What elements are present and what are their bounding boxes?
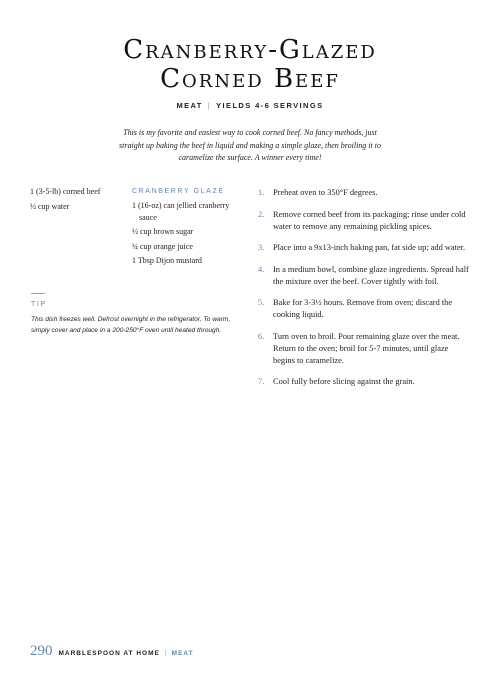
step-number: 4.	[258, 264, 265, 274]
section-name: MEAT	[171, 650, 194, 657]
footer-separator: |	[164, 650, 167, 657]
recipe-title-line-1: Cranberry-Glazed	[123, 35, 377, 65]
step-item	[258, 264, 470, 288]
step-number: 3.	[258, 243, 265, 252]
recipe-category: MEAT	[176, 101, 203, 110]
step-number: 5.	[258, 298, 265, 307]
step-number: 7.	[258, 377, 265, 386]
recipe-yield: YIELDS 4-6 SERVINGS	[216, 101, 324, 110]
ingredient-item: ½ cup water	[30, 202, 70, 211]
ingredient-item: 1 (3-5-lb) corned beef	[30, 187, 101, 196]
ingredient-item: ½ cup brown sugar	[132, 227, 194, 236]
ingredient-item: ¼ cup orange juice	[132, 241, 193, 251]
step-text: In a medium bowl, combine glaze ingredients. Spread half the mixture over the beef. Cover tightly with foil.	[273, 264, 469, 286]
tip-divider	[31, 293, 45, 294]
step-item	[258, 376, 470, 388]
ingredient-list-glaze	[132, 200, 244, 270]
glaze-heading: CRANBERRY GLAZE	[132, 188, 225, 195]
step-text: Preheat oven to 350°F degrees.	[273, 188, 378, 197]
ingredient-item: 1 (16-oz) can jellied cranberry sauce	[132, 201, 230, 222]
step-item	[258, 331, 470, 367]
step-number: 6.	[258, 331, 265, 341]
step-item	[258, 297, 470, 321]
ingredient-list-main	[30, 186, 130, 216]
tip-text: This dish freezes well. Defrost overnight in the refrigerator. To warm, simply cover and place in a 200-250°F oven until heated through.	[31, 316, 231, 334]
step-number: 1.	[258, 188, 265, 197]
instruction-steps	[258, 187, 470, 398]
step-text: Remove corned beef from its packaging; rinse under cold water to remove any remaining pickling spices.	[273, 209, 466, 231]
meta-separator: |	[207, 101, 212, 110]
step-text: Turn oven to broil. Pour remaining glaze over the meat. Return to the oven; broil for 5-7 minutes, until glaze begins to caramelize.	[273, 331, 460, 365]
step-number: 2.	[258, 209, 265, 219]
step-text: Bake for 3-3½ hours. Remove from oven; discard the cooking liquid.	[273, 298, 453, 319]
step-text: Cool fully before slicing against the grain.	[273, 377, 415, 386]
step-text: Place into a 9x13-inch baking pan, fat side up; add water.	[273, 243, 466, 252]
recipe-title-line-2: Corned Beef	[160, 64, 340, 94]
page-number: 290	[30, 643, 53, 659]
recipe-meta	[0, 101, 500, 110]
recipe-intro: This is my favorite and easiest way to cook corned beef. No fancy methods, just straight up baking the beef in liquid and making a simple glaze, then broiling it to caramelize the surface. A winner every time!	[119, 128, 381, 162]
step-item	[258, 209, 470, 233]
step-item	[258, 187, 470, 199]
tip-label: TIP	[31, 301, 47, 308]
recipe-title	[0, 36, 500, 94]
book-title: MARBLESPOON AT HOME	[58, 650, 160, 657]
ingredient-item: 1 Tbsp Dijon mustard	[132, 256, 202, 265]
page-footer	[30, 643, 194, 663]
step-item	[258, 242, 470, 254]
